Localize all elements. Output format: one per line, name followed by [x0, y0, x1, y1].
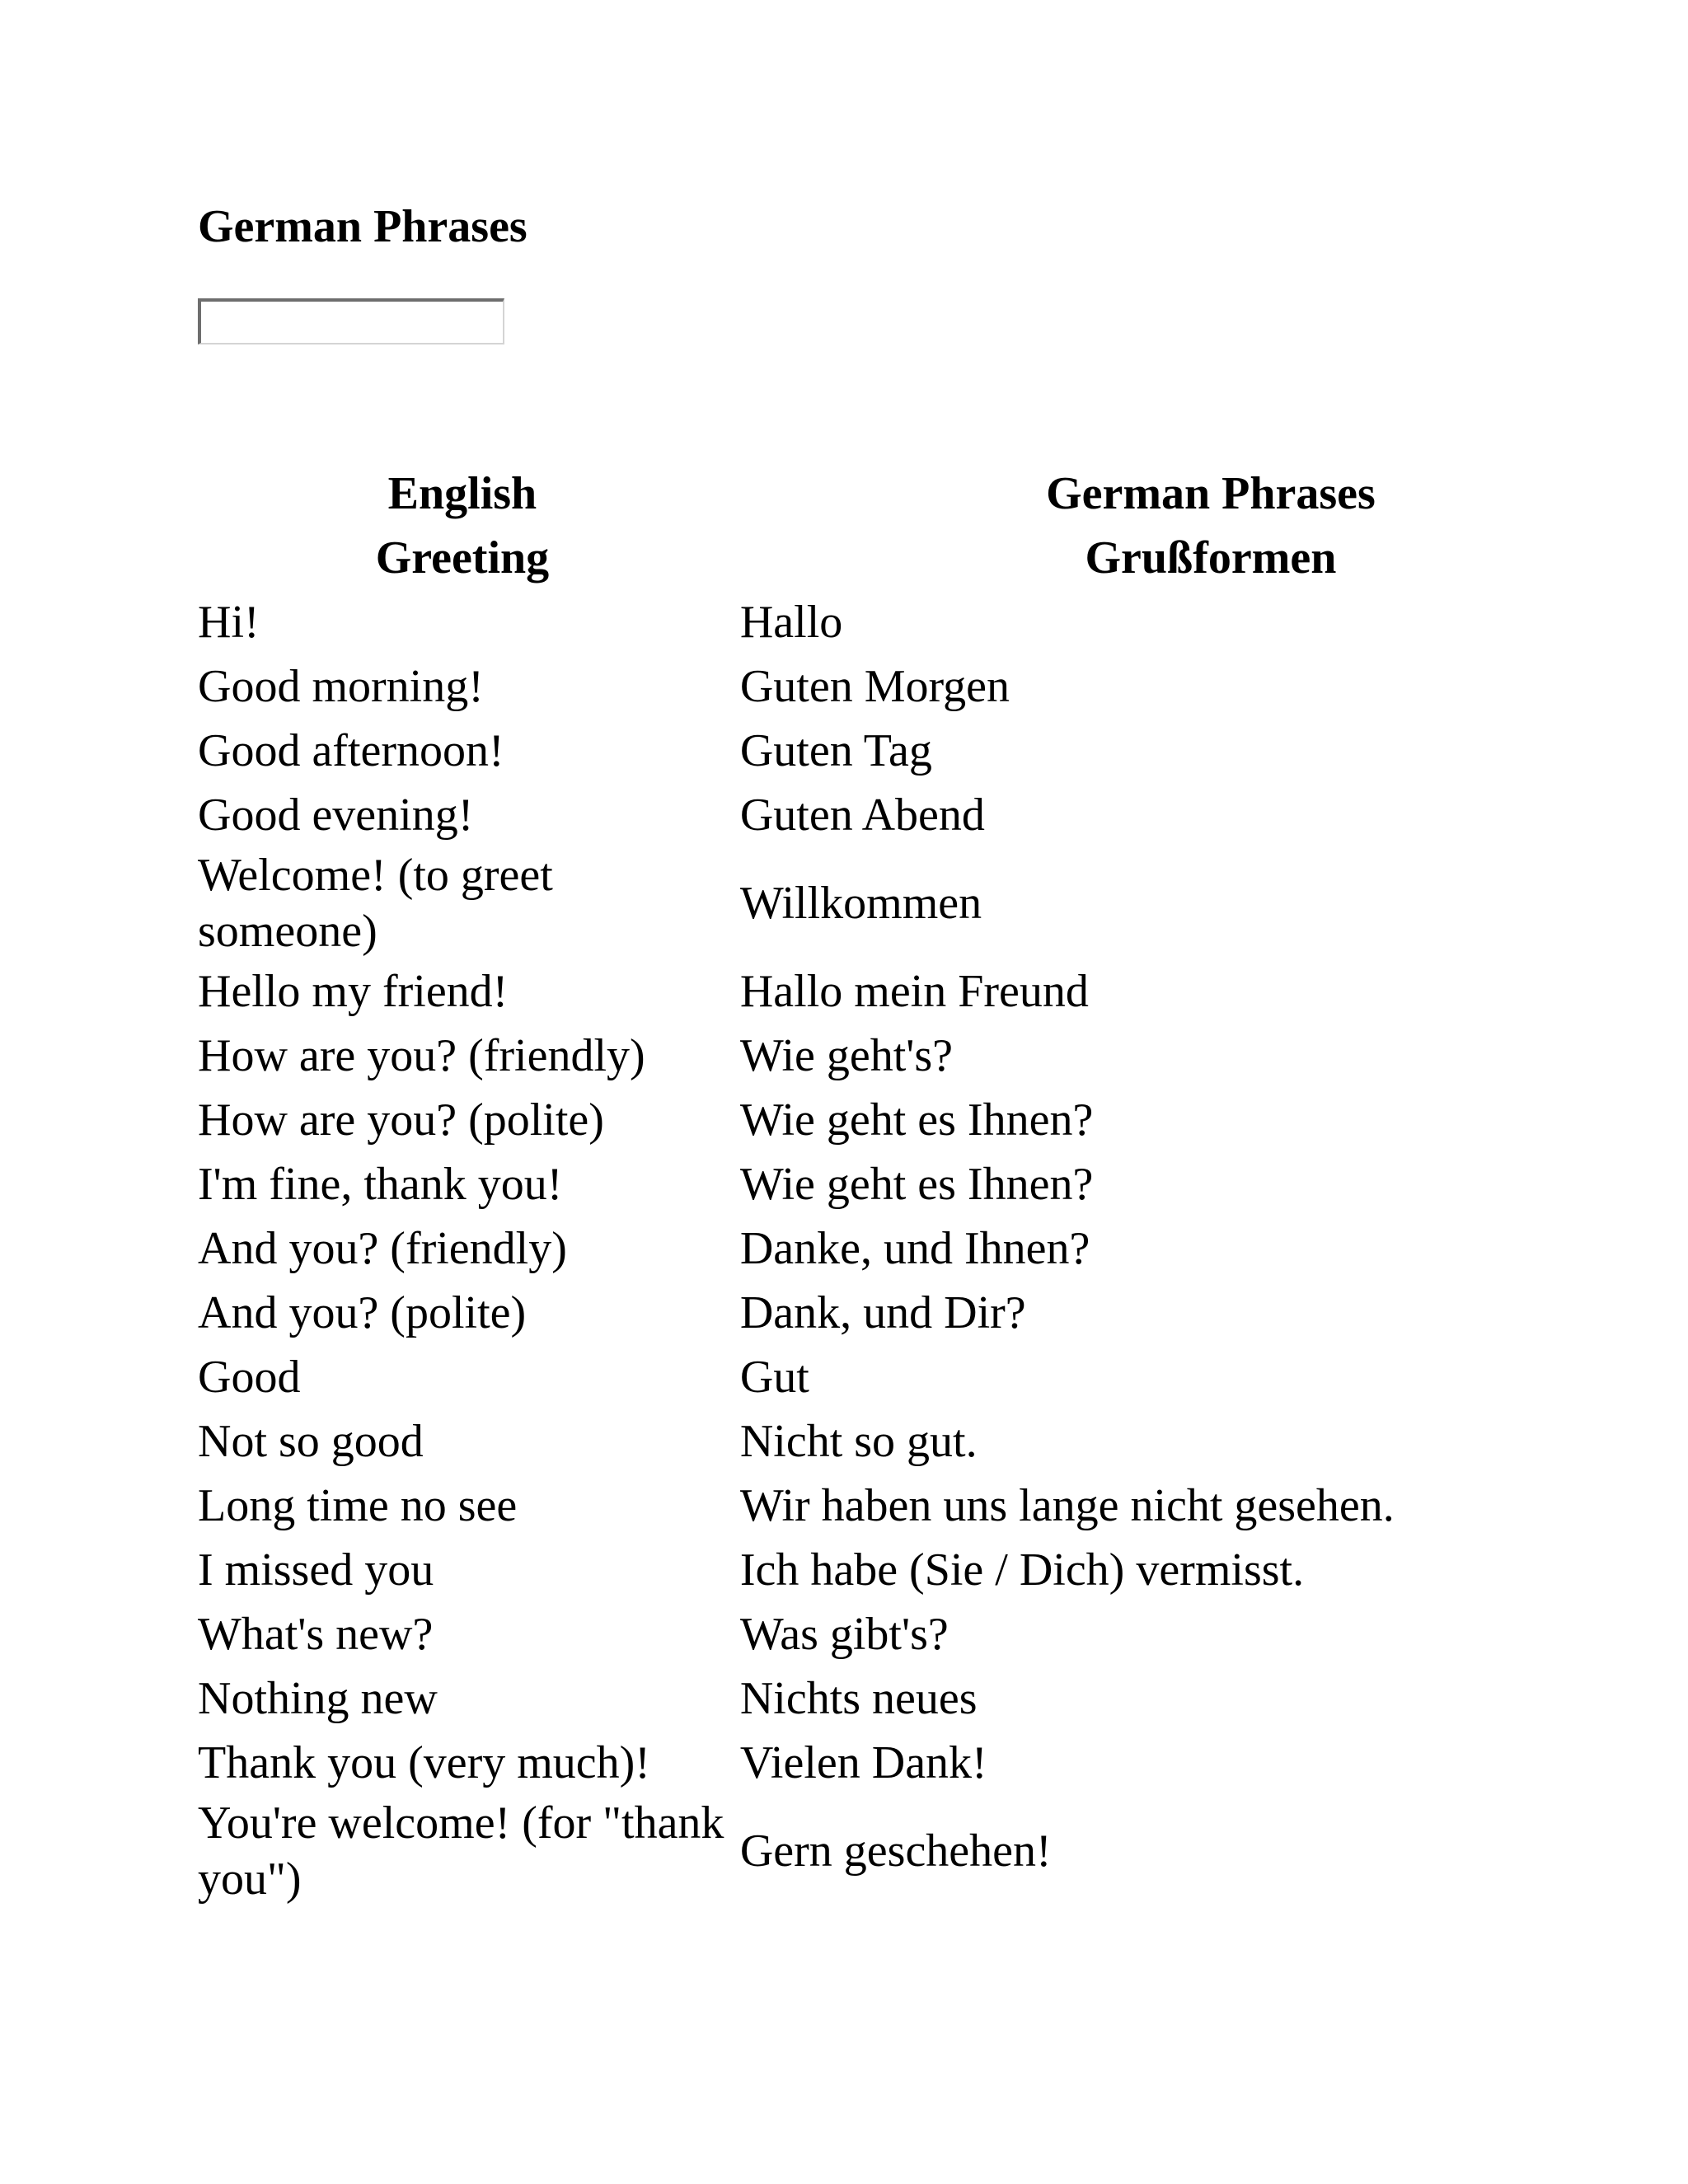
- table-row: [191, 1474, 1688, 1538]
- german-header-line-1: German Phrases: [1046, 468, 1376, 519]
- english-phrase-cell: Nothing new: [198, 1673, 438, 1724]
- english-phrase-cell: How are you? (polite): [198, 1094, 604, 1146]
- german-phrase-cell: Was gibt's?: [739, 1609, 949, 1660]
- german-header-line-2: Grußformen: [1085, 532, 1337, 583]
- english-phrase-cell: Good: [198, 1352, 301, 1403]
- german-phrase-cell: Vielen Dank!: [739, 1737, 987, 1788]
- german-phrase-cell: Ich habe (Sie / Dich) vermisst.: [739, 1544, 1305, 1596]
- german-phrase-cell: Gut: [739, 1352, 809, 1403]
- english-phrase-cell: Thank you (very much)!: [198, 1737, 650, 1788]
- german-phrase-cell: Hallo: [739, 597, 843, 648]
- german-phrase-cell: Guten Tag: [739, 725, 932, 776]
- english-phrase-cell: How are you? (friendly): [198, 1030, 645, 1081]
- german-phrase-cell: Willkommen: [739, 878, 982, 929]
- table-row: [191, 1666, 1688, 1731]
- table-header-row: [191, 462, 1688, 590]
- german-phrase-cell: Wie geht es Ihnen?: [739, 1159, 1094, 1210]
- english-header-line-1: English: [387, 468, 537, 519]
- german-phrase-cell: Dank, und Dir?: [739, 1287, 1026, 1338]
- german-phrase-cell: Wie geht's?: [739, 1030, 954, 1081]
- english-phrase-cell: And you? (polite): [198, 1287, 527, 1338]
- table-row: [191, 719, 1688, 783]
- table-row: [191, 590, 1688, 654]
- english-phrase-cell: I'm fine, thank you!: [198, 1159, 563, 1210]
- english-header-line-2: Greeting: [375, 532, 550, 583]
- table-row: [191, 847, 1688, 959]
- german-phrase-cell: Nichts neues: [739, 1673, 978, 1724]
- english-phrase-cell: Hello my friend!: [198, 966, 509, 1017]
- english-phrase-cell: Good morning!: [198, 661, 484, 712]
- english-phrase-cell: You're welcome! (for "thank you"): [198, 1797, 724, 1905]
- german-phrase-cell: Guten Abend: [739, 790, 985, 841]
- phrases-table: [191, 462, 1688, 1907]
- page-title: German Phrases: [198, 201, 528, 252]
- table-row: [191, 654, 1688, 719]
- table-row: [191, 1024, 1688, 1088]
- german-phrase-cell: Wie geht es Ihnen?: [739, 1094, 1094, 1146]
- search-input[interactable]: [198, 298, 504, 344]
- german-column-header: [734, 462, 1688, 590]
- table-row: [191, 1409, 1688, 1474]
- english-phrase-cell: Long time no see: [198, 1480, 518, 1531]
- english-phrase-cell: Hi!: [198, 597, 260, 648]
- english-phrase-cell: And you? (friendly): [198, 1223, 567, 1274]
- english-phrase-cell: Good evening!: [198, 790, 474, 841]
- english-phrase-cell: Good afternoon!: [198, 725, 504, 776]
- german-phrase-cell: Danke, und Ihnen?: [739, 1223, 1090, 1274]
- english-phrase-cell: I missed you: [198, 1544, 434, 1596]
- german-phrase-cell: Wir haben uns lange nicht gesehen.: [739, 1480, 1395, 1531]
- german-phrase-cell: Nicht so gut.: [739, 1416, 978, 1467]
- table-row: [191, 1731, 1688, 1795]
- english-phrase-cell: What's new?: [198, 1609, 434, 1660]
- table-row: [191, 1345, 1688, 1409]
- table-row: [191, 959, 1688, 1024]
- german-phrase-cell: Guten Morgen: [739, 661, 1010, 712]
- german-phrase-cell: Gern geschehen!: [739, 1825, 1052, 1877]
- english-phrase-cell: Not so good: [198, 1416, 424, 1467]
- english-column-header: [191, 462, 734, 590]
- table-row: [191, 1602, 1688, 1666]
- english-phrase-cell: Welcome! (to greet someone): [198, 850, 553, 957]
- table-row: [191, 783, 1688, 847]
- table-row: [191, 1088, 1688, 1152]
- table-row: [191, 1152, 1688, 1216]
- phrase-rows: [191, 590, 1688, 1907]
- table-row: [191, 1795, 1688, 1907]
- table-row: [191, 1538, 1688, 1602]
- german-phrase-cell: Hallo mein Freund: [739, 966, 1089, 1017]
- table-row: [191, 1216, 1688, 1281]
- table-row: [191, 1281, 1688, 1345]
